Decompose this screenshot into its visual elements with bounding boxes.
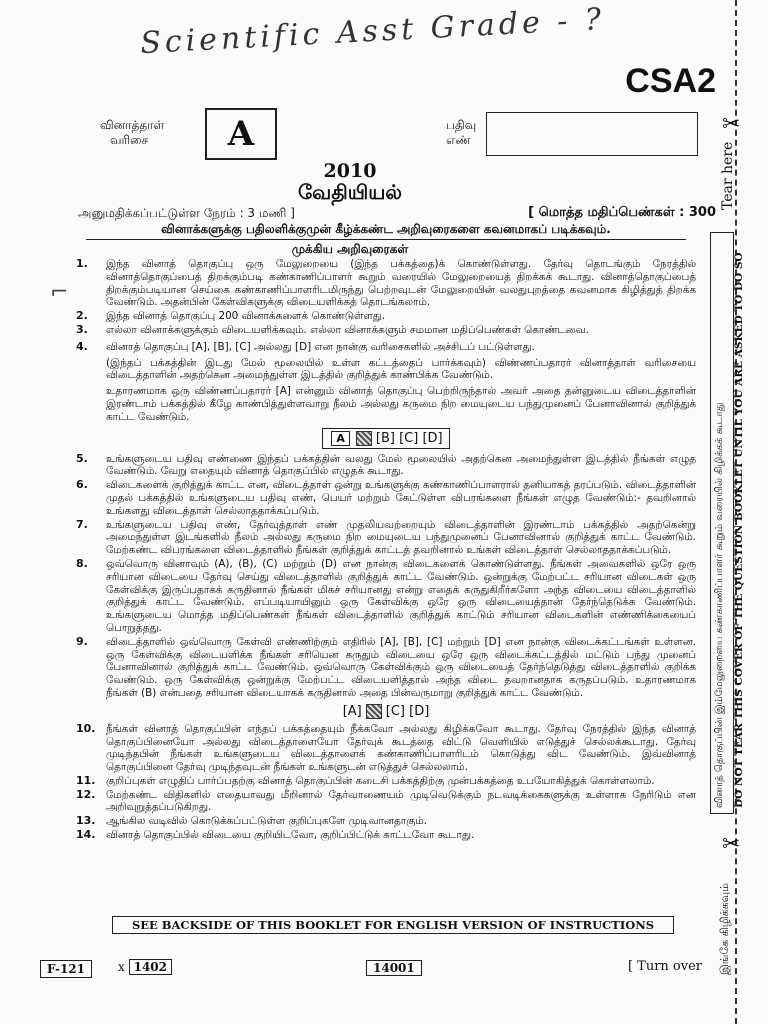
list-item: [76, 829, 696, 842]
item-number: 5.: [76, 451, 88, 465]
list-item: [76, 815, 696, 828]
backside-note: SEE BACKSIDE OF THIS BOOKLET FOR ENGLISH VERSION OF INSTRUCTIONS: [112, 916, 674, 934]
item-number: 11.: [76, 773, 96, 787]
regno-label-line1: பதிவு: [446, 118, 477, 132]
exam-year: 2010: [323, 160, 377, 182]
scissors-icon: ✂: [722, 112, 741, 137]
item-text: ஒவ்வொரு வினாவும் (A), (B), (C) மற்றும் (D) என நான்கு விடைகளைக் கொண்டுள்ளது. நீங்கள் அவைகளில் ஒரே ஒரு சரியான விடையை தேர்வு செய்து விடைத்தாளில் குறித்துக் காட்ட வேண்டும். ஒன்றுக்கு மேற்பட்ட சரியான விடைகள் ஒரு கேள்விக்கு இருப்பதாகக் கருதினால் நீங்கள் மிகச் சரியானது என்று எதைக் கருதுகிறீர்களோ அந்த விடையை விடைத்தாளில் குறித்துக் காட்ட வேண்டும். எப்படியாயினும் ஒரு கேள்விக்கு ஒரே ஒரு விடையைத்தான் தேர்ந்தெடுக்க வேண்டும். உங்களுடைய மொத்த மதிப்பெண்கள் நீங்கள் விடைத்தாளில் குறித்துக் காட்டும் சரியான விடைகளின் எண்ணிக்கையைப் பொறுத்தது.: [106, 557, 696, 634]
margin-bracket-icon: ⌐: [50, 280, 69, 305]
item4-note: (இந்தப் பக்கத்தின் இடது மேல் மூலையில் உள்ள கட்டத்தைப் பார்க்கவும்) விண்ணப்பதாரர் வினாத்தாள் வரிசையை விடைத்தாளின் அதற்கென அமைந்துள்ள இடத்தில் குறித்துக் காண்பிக்க வேண்டும்.: [106, 356, 696, 382]
subject-title: வேதியியல்: [297, 180, 402, 204]
item-number: 9.: [76, 634, 88, 648]
time-allowed: அனுமதிக்கப்பட்டுள்ள நேரம் : 3 மணி ]: [78, 206, 295, 220]
count-prefix: x: [118, 960, 125, 974]
item-number: 3.: [76, 322, 88, 336]
tear-here-label: Tear here: [720, 141, 736, 210]
list-item: [76, 519, 696, 557]
handwritten-note: Scientific Asst Grade - ?: [139, 1, 606, 62]
item-text: குறிப்புகள் எழுதிப் பார்ப்பதற்கு வினாத் தொகுப்பின் கடைசி பக்கத்திற்கு முன்பக்கத்தை உபயோகித்துக் கொள்ளலாம்.: [106, 774, 655, 787]
instruction-list: [76, 258, 696, 843]
count-value: 1402: [129, 959, 172, 975]
turn-over-note: [ Turn over: [627, 959, 702, 974]
series-label: [100, 118, 164, 148]
regno-label-line2: எண்: [446, 133, 471, 147]
series-box: [205, 108, 277, 160]
item-number: 2.: [76, 309, 88, 323]
item4-example-text: உதாரணமாக ஒரு விண்ணப்பதாரர் [A] என்னும் வினாத் தொகுப்பு பெற்றிருந்தால் அவர் அதை தன்னுடைய விடைத்தாளின் இரண்டாம் பக்கத்தில் கீழே காண்பித்துள்ளவாறு நீலம் அல்லது கருமை நிற மையுடைய பந்துமுனைப் பேனாவினால் குறித்துக் காட்ட வேண்டும்.: [106, 385, 696, 423]
item-number: 13.: [76, 814, 96, 828]
shaded-bubble-icon: [356, 431, 372, 446]
item-number: 10.: [76, 721, 96, 735]
answer-marking-example: [76, 704, 696, 719]
item-number: 6.: [76, 478, 88, 492]
center-code: 14001: [366, 960, 422, 976]
item-number: 7.: [76, 517, 88, 531]
list-item: [76, 479, 696, 517]
list-item: [76, 558, 696, 635]
example-answer-box: [322, 428, 449, 449]
scissors-icon: ✂: [722, 832, 741, 857]
instruction-heading: வினாக்களுக்கு பதிலளிக்குமுன் கீழ்க்கண்ட அறிவுரைகளை கவனமாகப் படிக்கவும்.: [86, 222, 686, 240]
list-item: [76, 775, 696, 788]
item-number: 14.: [76, 828, 96, 842]
max-marks: [ மொத்த மதிப்பெண்கள் : 300: [528, 205, 716, 220]
item-text: இந்த வினாத் தொகுப்பு ஒரு மேலுறையை (இந்த பக்கத்தை)க் கொண்டுள்ளது. தேர்வு தொடங்கும் நேரத்தில் வினாத்தொகுப்பைத் திறக்கும்படி கண்காணிப்பாளர் கூறும் வரையில் மேலுறையைத் திறக்கக் கூடாது. வினாத்தொகுப்பைத் திறக்கும்படியான செய்கை கண்காணிப்பாளரிடமிருந்து பெற்றவுடன் மேலுறையின் வலதுபுறத்தை கவனமாக கிழித்துத் திறக்க வேண்டும். அதன்பின் கேள்விகளுக்கு விடையளிக்கத் தொடங்கலாம்.: [106, 258, 696, 309]
list-item: [76, 636, 696, 700]
tear-here-tamil: இங்கே கிழிக்கவும்: [718, 883, 731, 975]
booklet-count: [118, 960, 172, 974]
booklet-code: CSA2: [625, 62, 716, 100]
list-item: [76, 341, 696, 354]
list-item: [76, 310, 696, 323]
important-instructions-heading: முக்கிய அறிவுரைகள்: [291, 242, 409, 256]
item-number: 8.: [76, 556, 88, 570]
item-text: நீங்கள் வினாத் தொகுப்பின் எந்தப் பக்கத்தையும் நீக்கவோ அல்லது கிழிக்கவோ கூடாது. தேர்வு நேரத்தில் இந்த வினாத் தொகுப்பினையோ அல்லது விடைத்தாளையோ தேர்வுக் கூடத்தை விட்டு வெளியில் எடுத்துச் செல்லக்கூடாது. தேர்வு முடிந்தபின் நீங்கள் உங்களுடைய விடைத்தாளைக் கண்காணிப்பாளரிடம் கொடுத்து விட வேண்டும். இவ்வினாத் தொகுப்பினை தேர்வு முடிந்தவுடன் நீங்கள் உங்களுடன் எடுத்துச் செல்லலாம்.: [106, 722, 696, 774]
warning-tamil: வினாத் தொகுப்பின் இம்மேலுறையை கண்காணிப்பாளர் கூறும் வரையில் கிழிக்கக் கூடாது: [714, 402, 725, 808]
example-other-options: [B] [C] [D]: [375, 430, 443, 446]
list-item: [76, 789, 696, 815]
item-text: இந்த வினாத் தொகுப்பு 200 வினாக்களைக் கொண்டுள்ளது.: [106, 310, 386, 323]
list-item: [76, 453, 696, 479]
form-number: F-121: [40, 960, 92, 978]
list-item: [76, 324, 696, 337]
register-number-box[interactable]: [486, 112, 698, 156]
item-text: வினாத் தொகுப்பு [A], [B], [C] அல்லது [D] என நான்கு வரிசைகளில் அச்சிடப் பட்டுள்ளது.: [106, 340, 535, 353]
shaded-bubble-icon: [366, 704, 382, 719]
item-text: எல்லா வினாக்களுக்கும் விடையளிக்கவும். எல்லா வினாக்களும் சமமான மதிப்பெண்கள் கொண்டவை.: [106, 323, 589, 336]
example2-other-options: [C] [D]: [385, 703, 430, 719]
item-text: விடைத்தாளில் ஒவ்வொரு கேள்வி எண்ணிற்கும் எதிரில் [A], [B], [C] மற்றும் [D] என நான்கு விடைக்கட்டங்கள் உள்ளன. ஒரு கேள்விக்கு விடையளிக்க நீங்கள் சரியென கருதும் விடையை ஒரே ஒரு விடைக்கட்டத்தில் மட்டும் பந்து முனைப் பேனாவினால் குறித்துக் காட்ட வேண்டும். ஒவ்வொரு கேள்விக்கும் ஒரு விடையைத் தேர்ந்தெடுத்து விடைத்தாளில் குறிக்க வேண்டும். ஒரு கேள்விக்கு ஒன்றுக்கு மேற்பட்ட விடையளித்தால் அந்த விடை தவறானதாக கருதப்படும். உதாரணமாக நீங்கள் (B) என்பதை சரியான விடையாகக் கருதினால் அதை பின்வருமாறு குறித்துக் காட்ட வேண்டும்.: [106, 635, 696, 699]
example2-option-a: [A]: [342, 703, 362, 719]
regno-label: [446, 118, 476, 148]
item-number: 1.: [76, 257, 88, 270]
item-text: உங்களுடைய பதிவு எண்ணை இந்தப் பக்கத்தின் வலது மேல் மூலையில் அதற்கென அமைந்துள்ள இடத்தில் நீங்கள் எழுத வேண்டும். வேறு எதையும் வினாத் தொகுப்பில் எழுதக் கூடாது.: [106, 452, 696, 478]
item-text: உங்களுடைய பதிவு எண், தேர்வுத்தாள் எண் முதலியவற்றையும் விடைத்தாளின் இரண்டாம் பக்கத்தில் அதற்கென்று அமைந்துள்ள இடங்களில் நீலம் அல்லது கருமை நிற மையுடைய பந்துமுனைப் பேனாவினால் குறித்துக் காட்ட வேண்டும். மேற்கண்ட விபரங்களை விடைத்தாளில் நீங்கள் குறித்துக் காட்டத் தவறினால் உங்கள் விடைத்தாள் செல்லாததாக்கப்படும்.: [106, 518, 696, 557]
item-number: 4.: [76, 339, 88, 353]
series-marking-example: [76, 428, 696, 449]
item-text: விடைகளைக் குறித்துக் காட்ட என, விடைத்தாள் ஒன்று உங்களுக்கு கண்காணிப்பாளரால் தனியாகத் தரப்படும். விடைத்தாளின் முதல் பக்கத்தில் உங்களுடைய பதிவு எண், பெயர் மற்றும் கேட்டுள்ள விபரங்களை நீங்கள் எழுத வேண்டும்:- தவறினால் உங்களது விடைத்தாள் செல்லாததாக்கப்படும்.: [106, 479, 696, 517]
series-label-line1: வினாத்தாள்: [100, 118, 165, 132]
series-letter: A: [227, 114, 255, 154]
item-text: வினாத் தொகுப்பில் விடையை குறியிடவோ, குறிப்பிட்டுக் காட்டவோ கூடாது.: [106, 829, 475, 842]
series-label-line2: வரிசை: [110, 133, 149, 147]
item-text: மேற்கண்ட விதிகளில் எதையாவது மீறினால் தேர்வாணையம் முடிவெடுக்கும் நடவடிக்கைகளுக்கு உள்ளாக நேரிடும் என அறிவுறுத்தப்படுகிறது.: [106, 788, 696, 814]
list-item: [76, 258, 696, 309]
example-option-a: A: [331, 431, 350, 446]
item-number: 12.: [76, 787, 96, 801]
warning-english: DO NOT TEAR THIS COVER OF THE QUESTION BOOKLET UNTIL YOU ARE ASKED TO DO SO: [733, 252, 745, 808]
list-item: [76, 723, 696, 774]
item-text: ஆங்கில வடிவில் கொடுக்கப்பட்டுள்ள குறிப்புகளே முடிவானதாகும்.: [106, 815, 428, 828]
